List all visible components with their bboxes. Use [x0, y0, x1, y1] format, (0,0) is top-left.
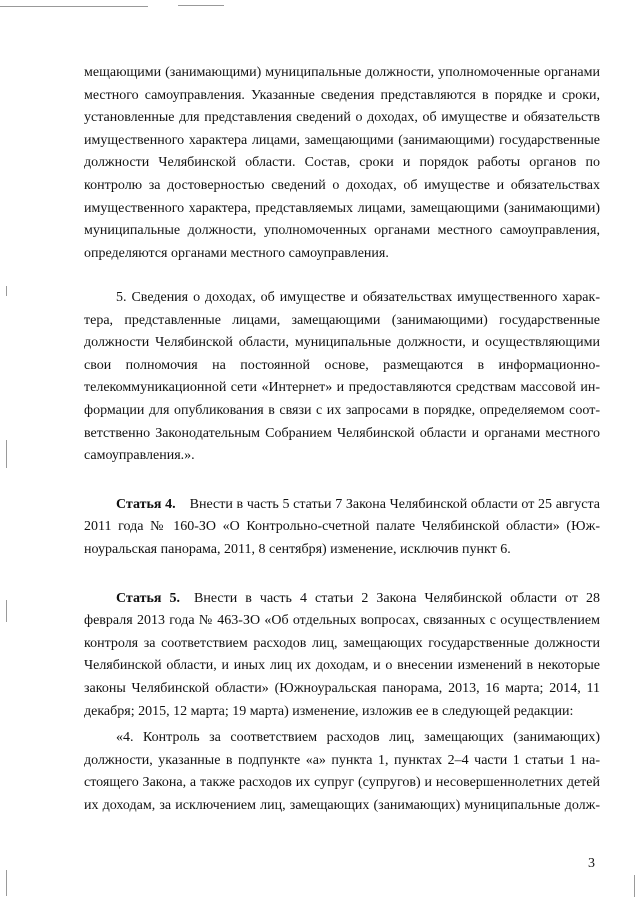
page-number: 3: [588, 856, 595, 871]
article-5-label: Статья 5.: [116, 590, 181, 606]
spacer: [84, 562, 600, 588]
scan-artifact-right-mark: [634, 875, 635, 897]
spacer: [84, 468, 600, 494]
article-5-text: Внести в часть 4 статьи 2 Закона Челябинской области от 28 февраля 2013 года № 463-ЗО «Об отдельных вопросах, связанных с осуществлением контроля за соответствием расходов лиц, замещающих государственные должности Челябинской области, и иных лиц их доходам, и о внесении изменений в некоторые законы Челябинской области» (Южноуральская панорама, 2013, 16 марта; 2014, 11 декабря; 2015, 12 марта; 19 марта) изменение, изложив ее в следующей редакции:: [84, 590, 600, 719]
paragraph-item-5: 5. Сведения о доходах, об имуществе и обязательствах имущественного характера, представленные лицами, замещающими (занимающими) государственные должности Челябинской области, муниципальные должности, и осуществляющими свои полномочия на постоянной основе, размещаются в информационно-телекоммуникационной сети «Интернет» и предоставляются средствам массовой информации для опубликования в связи с их запросами в порядке, определяемом соответственно Законодательным Собранием Челябинской области и органами местного самоуправления.».: [84, 290, 600, 464]
article-4-text: Внести в часть 5 статьи 7 Закона Челябинской области от 25 августа 2011 года № 160-ЗО «О Контрольно-счетной палате Челябинской области» (Южноуральская панорама, 2011, 8 сентября) изменение, исключив пункт 6.: [84, 496, 600, 557]
article-4: [84, 494, 600, 562]
document-body: [84, 62, 600, 817]
scan-artifact-left-mark: [6, 286, 7, 296]
scan-artifact-left-mark: [6, 600, 7, 622]
article-4-label: Статья 4.: [116, 496, 176, 512]
paragraph-item-4: «4. Контроль за соответствием расходов лиц, замещающих (занимающих) должности, указанные в подпункте «а» пункта 1, пунктах 2–4 части 1 статьи 1 настоящего Закона, а также расходов их супруг (супругов) и несовершеннолетних детей их доходам, за исключением лиц, замещающих (занимающих) муниципальные долж-: [84, 730, 600, 813]
scan-artifact-top-line-2: [178, 5, 224, 6]
paragraph-continuation: мещающими (занимающими) муниципальные должности, уполномоченные органами местного самоуправления. Указанные сведения представляются в порядке и сроки, установленные для представления сведений о доходах, об имуществе и обязательств имущественного характера лицами, замещающими (занимающими) государственные должности Челябинской области. Состав, сроки и порядок работы органов по контролю за достоверностью сведений о доходах, об имуществе и обязательствах имущественного характера, представляемых лицами, замещающими (занимающими) муниципальные должности, уполномоченных органами местного самоуправления, определяются органами местного самоуправления.: [84, 65, 600, 261]
article-5: [84, 588, 600, 724]
scan-artifact-left-mark: [6, 440, 7, 468]
scan-artifact-top-line: [0, 6, 148, 7]
scan-artifact-left-mark: [6, 870, 7, 896]
